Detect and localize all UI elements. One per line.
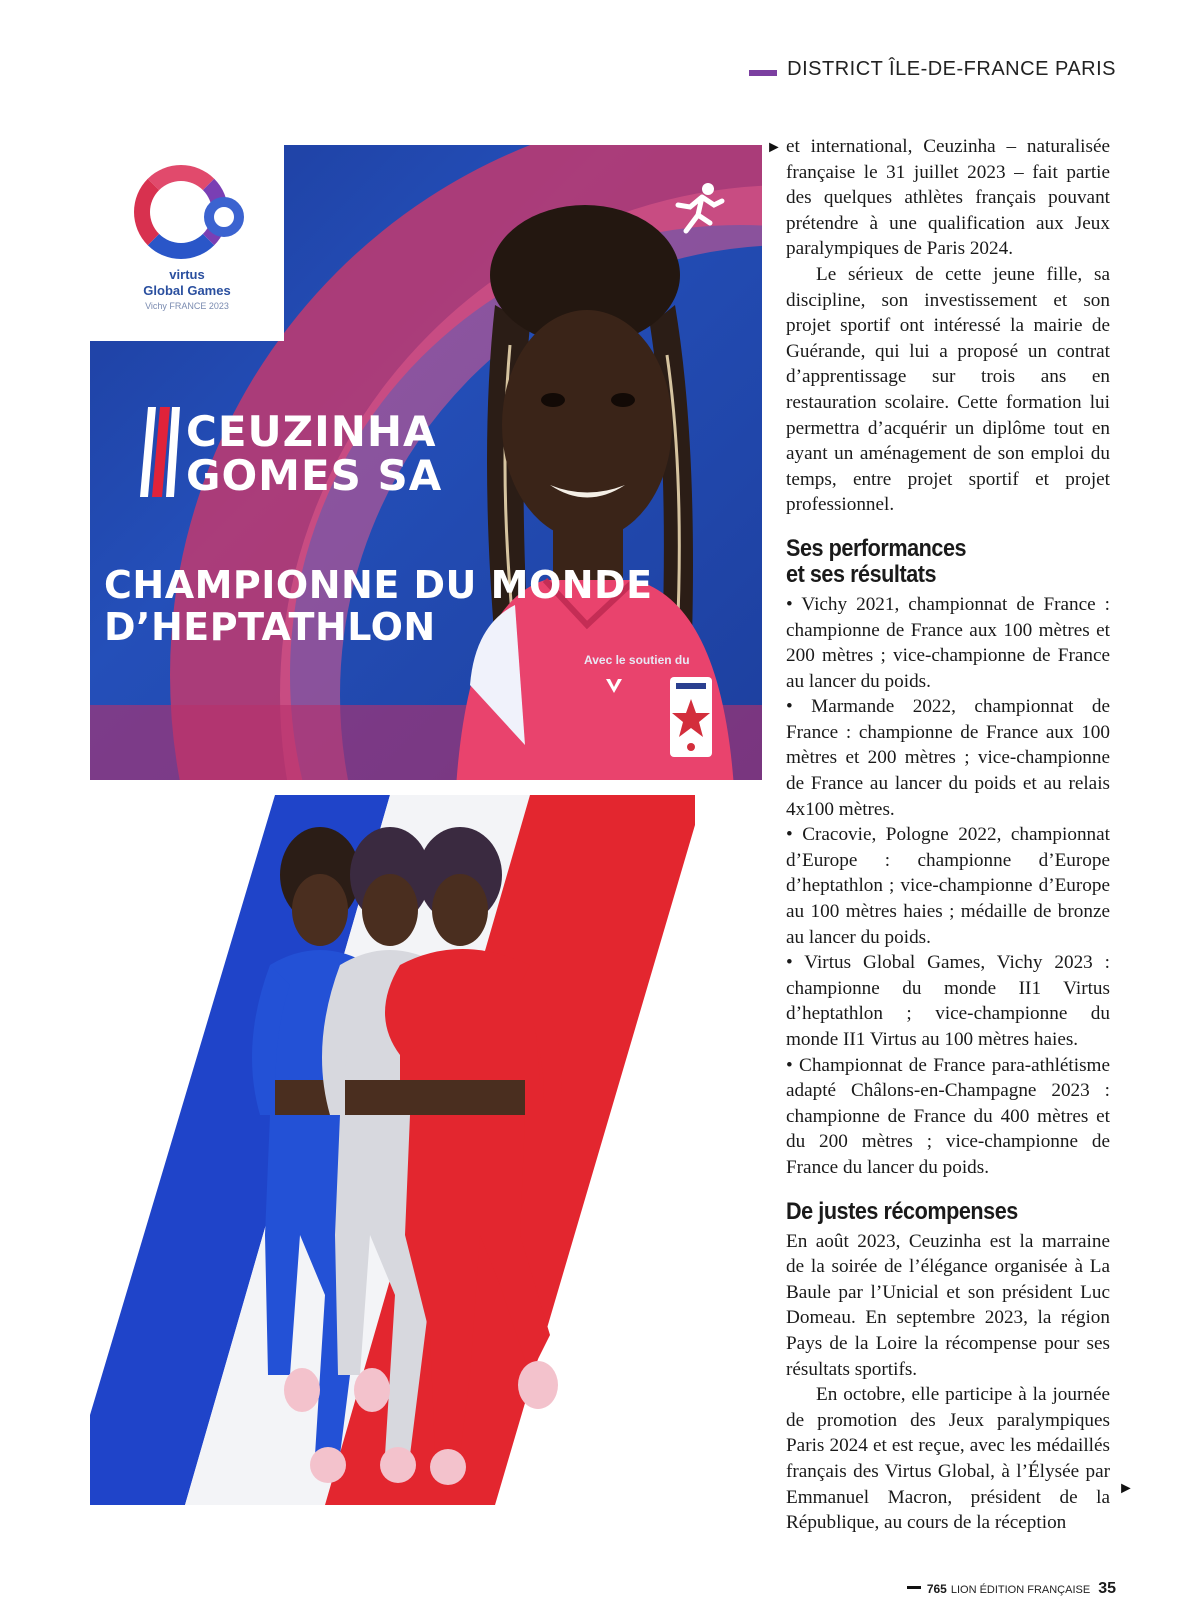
athlete-last-name: GOMES SA xyxy=(186,451,443,500)
tricolor-runners-image xyxy=(90,795,695,1505)
logo-brand: virtus xyxy=(169,267,205,282)
page-footer xyxy=(907,1580,1116,1598)
runner-icon xyxy=(668,179,728,239)
section-heading-results xyxy=(786,536,1078,588)
article-paragraph: En octobre, elle participe à la journée de promotion des Jeux paralympiques Paris 2024 et est reçue, avec les médaillés français des Virtus Global, à l’Élysée par Emmanuel Macron, président de la République, au cours de la réception xyxy=(786,1384,1110,1534)
article-paragraph: En août 2023, Ceuzinha est la marraine de la soirée de l’élégance organisée à La Baule par l’Unicial et son président Luc Domeau. En septembre 2023, la région Pays de la Loire la récompense pour ses résultats sportifs. xyxy=(786,1230,1110,1380)
section-header xyxy=(749,58,1116,81)
result-item: • Marmande 2022, championnat de France : championne de France aux 100 mètres et 200 mètres ; vice-championne de France au lancer du poids et au relais 4x100 mètres. xyxy=(786,696,1110,820)
result-item: • Vichy 2021, championnat de France : championne de France aux 100 mètres et 200 mètres ; vice-championne de France au lancer du poids. xyxy=(786,593,1110,692)
article-body xyxy=(786,134,1110,1536)
poster-title-line1: CHAMPIONNE DU MONDE xyxy=(104,563,653,607)
logo-location: Vichy FRANCE 2023 xyxy=(145,301,229,311)
federation-badge-icon xyxy=(670,677,712,757)
flag-stripes xyxy=(140,407,180,497)
continuation-arrow-in: ► xyxy=(766,139,782,156)
section-heading-rewards: De justes récompenses xyxy=(786,1197,1018,1225)
result-item: • Cracovie, Pologne 2022, championnat d’Europe : championne d’Europe d’heptathlon ; vice-championne d’Europe au 100 mètres haies ; médaille de bronze au lancer du poids. xyxy=(786,824,1110,948)
section-accent-bar xyxy=(749,70,777,76)
publication-name: LION ÉDITION FRANÇAISE xyxy=(950,1584,1091,1596)
result-item: • Virtus Global Games, Vichy 2023 : championne du monde II1 Virtus d’heptathlon ; vice-championne du monde II1 Virtus au 100 mètres haies. xyxy=(786,952,1110,1050)
athlete-first-name: CEUZINHA xyxy=(186,407,437,456)
article-paragraph: Le sérieux de cette jeune fille, sa discipline, son investissement et son projet sportif ont intéressé la mairie de Guérande, qui lui a proposé un contrat d’apprentissage sur trois ans en restauration scolaire. Cette formation lui permettra d’acquérir un diplôme tout en ayant un aménagement de son emploi du temps, entre projet sportif et projet professionnel. xyxy=(786,263,1110,516)
heading-line: et ses résultats xyxy=(786,560,937,588)
article-paragraph: et international, Ceuzinha – naturalisée française le 31 juillet 2023 – fait partie des quelques athlètes français pouvant prétendre à une qualification aux Jeux paralympiques de Paris 2024. xyxy=(786,136,1110,260)
virtus-logo-dot xyxy=(204,197,244,237)
issue-number: 765 xyxy=(926,1582,947,1596)
continuation-arrow-out: ► xyxy=(1118,1480,1134,1497)
sportswear-logo-icon xyxy=(604,675,624,705)
footer-dash xyxy=(907,1586,921,1589)
section-title: DISTRICT ÎLE-DE-FRANCE PARIS xyxy=(787,58,1116,80)
poster-image xyxy=(90,145,762,780)
virtus-logo-icon xyxy=(90,145,284,341)
heading-line: Ses performances xyxy=(786,534,967,562)
runner-red xyxy=(360,815,580,1485)
support-text: Avec le soutien du xyxy=(584,653,690,667)
page-number: 35 xyxy=(1098,1580,1116,1597)
result-item: • Championnat de France para-athlétisme adapté Châlons-en-Champagne 2023 : championne de France du 400 mètres et du 200 mètres ; vice-championne de France du lancer du poids. xyxy=(786,1054,1110,1178)
logo-event: Global Games xyxy=(143,283,231,298)
poster-title-line2: D’HEPTATHLON xyxy=(104,605,436,649)
